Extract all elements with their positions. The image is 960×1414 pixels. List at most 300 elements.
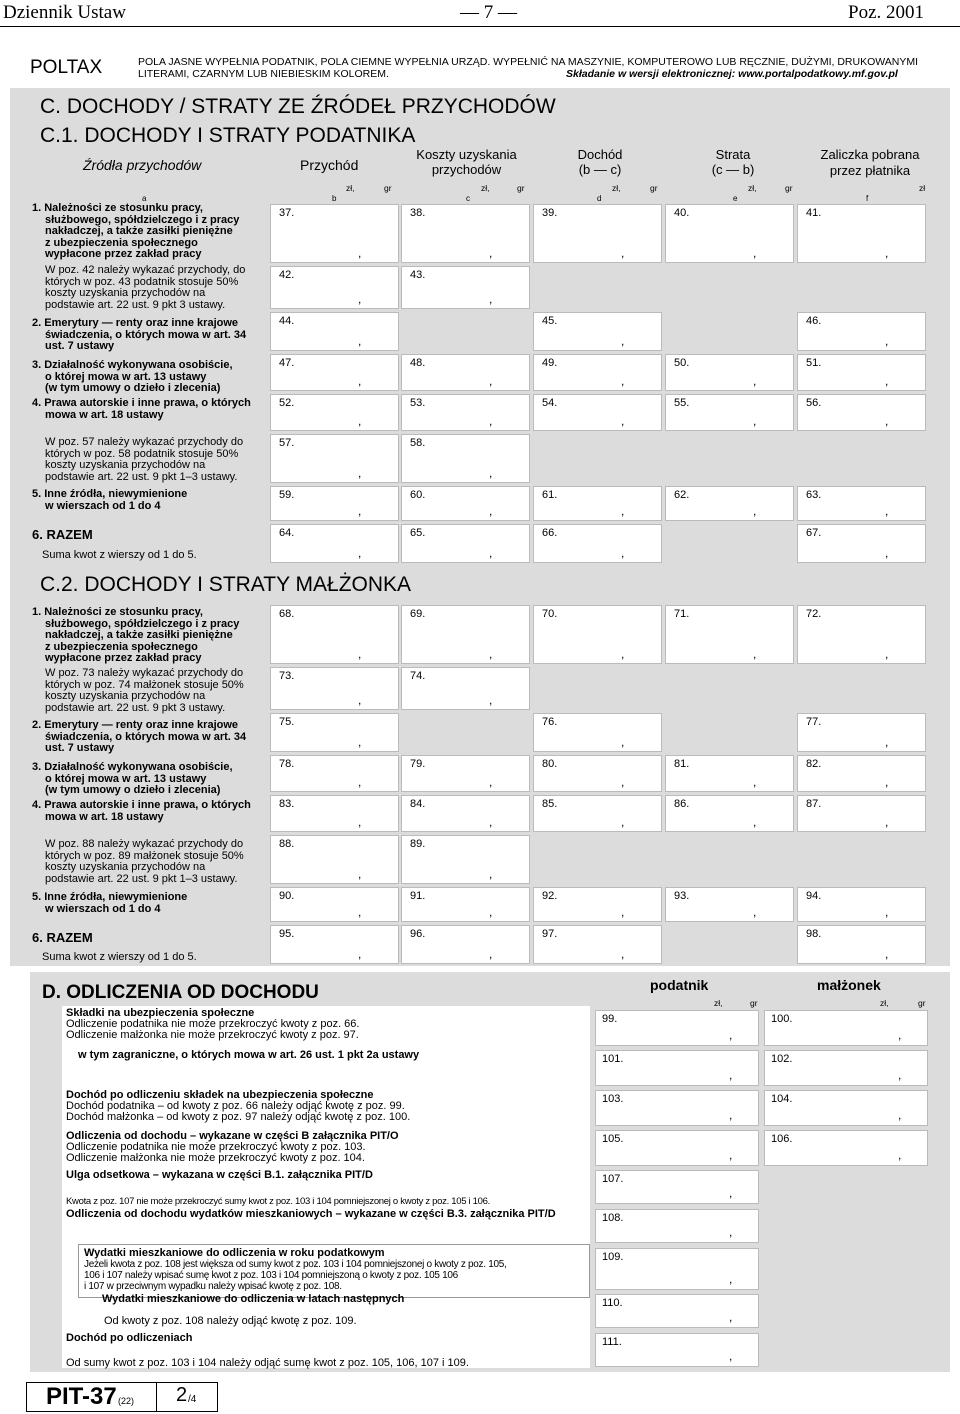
- form-field[interactable]: [533, 312, 662, 351]
- decimal-separator: ,: [489, 775, 493, 789]
- decimal-separator: ,: [358, 647, 362, 661]
- d-label: w tym zagraniczne, o których mowa w art. 26 ust. 1 pkt 2a ustawy: [78, 1049, 420, 1061]
- form-field[interactable]: [764, 1090, 928, 1126]
- form-field[interactable]: [401, 434, 530, 483]
- field-number: 90.: [279, 890, 295, 902]
- row-3-line: o której mowa w art. 13 ustawy: [45, 370, 207, 383]
- d-label: Ulga odsetkowa – wykazana w części B.1. załącznika PIT/D: [66, 1169, 373, 1181]
- d-line-9: [66, 1333, 193, 1344]
- unit-gr: gr: [918, 998, 926, 1008]
- col-c-header-2: przychodów: [431, 162, 502, 177]
- c2-row-5-label: [32, 892, 262, 915]
- field-number: 42.: [279, 269, 295, 281]
- decimal-separator: ,: [489, 693, 493, 707]
- row-5-line: w wierszach od 1 do 4: [45, 499, 161, 512]
- note-line: W poz. 57 należy wykazać przychody do: [45, 436, 244, 448]
- form-field[interactable]: [270, 354, 399, 391]
- form-field[interactable]: [665, 354, 794, 391]
- d-note: Jeżeli kwota z poz. 108 jest większa od sumy kwot z poz. 103 i 104 pomniejszonej o kwoty z poz. 105,: [84, 1259, 507, 1270]
- decimal-separator: ,: [753, 905, 757, 919]
- footer-page: 2: [176, 1384, 188, 1406]
- col-d-header-2: (b — c): [578, 162, 622, 177]
- note-line: podstawie art. 22 ust. 9 pkt 1–3 ustawy.: [45, 470, 238, 483]
- field-number: 77.: [806, 716, 822, 728]
- instructions-line2: LITERAMI, CZARNYM LUB NIEBIESKIM KOLOREM.: [138, 68, 389, 80]
- form-field[interactable]: [533, 795, 662, 832]
- decimal-separator: ,: [621, 374, 625, 388]
- field-number: 111.: [602, 1336, 622, 1348]
- unit-zl: zł,: [481, 183, 490, 193]
- d-label: Dochód po odliczeniach: [66, 1332, 193, 1344]
- decimal-separator: ,: [489, 867, 493, 881]
- field-number: 46.: [806, 315, 822, 327]
- form-field[interactable]: [270, 925, 399, 964]
- field-number: 79.: [410, 758, 426, 770]
- row-3-title: 3. Działalność wykonywana osobiście,: [32, 761, 233, 773]
- field-number: 106.: [771, 1133, 793, 1145]
- row-1-line: nakładczej, a także zasiłki pieniężne: [45, 629, 233, 641]
- row-3-line: (w tym umowy o dzieło i zlecenia): [45, 382, 221, 394]
- decimal-separator: ,: [489, 466, 493, 480]
- form-field[interactable]: [533, 755, 662, 792]
- form-field[interactable]: [401, 667, 530, 710]
- row-2-line: świadczenia, o których mowa w art. 34: [45, 328, 247, 341]
- d-line-7-note: [84, 1259, 506, 1292]
- decimal-separator: ,: [358, 246, 362, 260]
- c1-row-5-label: [32, 489, 262, 512]
- decimal-separator: ,: [898, 1148, 902, 1162]
- decimal-separator: ,: [358, 693, 362, 707]
- d-note: Dochód małżonka – od kwoty z poz. 97 należy odjąć kwotę z poz. 100.: [66, 1111, 411, 1123]
- note-line: W poz. 88 należy wykazać przychody do: [45, 838, 244, 850]
- field-number: 100.: [771, 1013, 793, 1025]
- decimal-separator: ,: [885, 414, 889, 428]
- form-field[interactable]: [595, 1010, 759, 1046]
- row-5-title: 5. Inne źródła, niewymienione: [32, 488, 188, 500]
- decimal-separator: ,: [621, 947, 625, 961]
- form-field[interactable]: [401, 394, 530, 431]
- form-field[interactable]: [595, 1050, 759, 1086]
- decimal-separator: ,: [753, 374, 757, 388]
- c1-row-4-label: [32, 398, 262, 421]
- field-number: 91.: [410, 890, 426, 902]
- row-2-title: 2. Emerytury — renty oraz inne krajowe: [32, 317, 239, 329]
- field-number: 55.: [674, 397, 690, 409]
- decimal-separator: ,: [898, 1028, 902, 1042]
- decimal-separator: ,: [358, 292, 362, 306]
- field-number: 56.: [806, 397, 822, 409]
- form-field[interactable]: [797, 605, 926, 664]
- field-number: 52.: [279, 397, 295, 409]
- field-number: 93.: [674, 890, 690, 902]
- form-field[interactable]: [401, 795, 530, 832]
- form-field[interactable]: [533, 925, 662, 964]
- unit-zl: zł,: [714, 998, 723, 1008]
- field-number: 95.: [279, 928, 295, 940]
- row-2-title: 2. Emerytury — renty oraz inne krajowe: [32, 719, 239, 731]
- c1-row-4-note: [45, 437, 265, 483]
- d-note: 106 i 107 należy wpisać sumę kwot z poz. 103 i 104 pomniejszoną o kwoty z poz. 105 106: [84, 1270, 458, 1281]
- decimal-separator: ,: [489, 374, 493, 388]
- d-line-4: [66, 1131, 399, 1164]
- form-field[interactable]: [595, 1209, 759, 1243]
- field-number: 65.: [410, 527, 426, 539]
- decimal-separator: ,: [358, 504, 362, 518]
- d-line-8: [102, 1294, 404, 1305]
- form-field[interactable]: [797, 354, 926, 391]
- row-3-line: o której mowa w art. 13 ustawy: [45, 772, 207, 785]
- field-number: 48.: [410, 357, 426, 369]
- field-number: 67.: [806, 527, 822, 539]
- form-field[interactable]: [401, 204, 530, 263]
- instructions-line1: POLA JASNE WYPEŁNIA PODATNIK, POLA CIEMNE WYPEŁNIA URZĄD. WYPEŁNIĆ NA MASZYNIE, KOMPUTEROWO LUB RĘCZNIE, DUŻYMI, DRUKOWANYMI: [138, 56, 919, 68]
- row-4-title: 4. Prawa autorskie i inne prawa, o których: [32, 799, 251, 811]
- field-number: 47.: [279, 357, 295, 369]
- field-number: 73.: [279, 670, 295, 682]
- d-note: Dochód podatnika – od kwoty z poz. 66 należy odjąć kwotę z poz. 99.: [66, 1100, 405, 1112]
- decimal-separator: ,: [621, 647, 625, 661]
- decimal-separator: ,: [489, 246, 493, 260]
- field-number: 76.: [542, 716, 558, 728]
- c2-row-2-label: [32, 720, 262, 755]
- form-field[interactable]: [270, 434, 399, 483]
- decimal-separator: ,: [358, 815, 362, 829]
- row-4-line: mowa w art. 18 ustawy: [45, 810, 164, 823]
- form-field[interactable]: [270, 266, 399, 309]
- decimal-separator: ,: [753, 815, 757, 829]
- form-field[interactable]: [401, 887, 530, 922]
- d-label: Odliczenia od dochodu wydatków mieszkaniowych – wykazane w części B.3. załącznika PIT/D: [66, 1208, 556, 1220]
- decimal-separator: ,: [621, 246, 625, 260]
- d-note: Odliczenie małżonka nie może przekroczyć kwoty z poz. 104.: [66, 1152, 365, 1164]
- c2-row-1-note: [45, 668, 265, 714]
- decimal-separator: ,: [729, 1148, 733, 1162]
- field-number: 110.: [602, 1297, 623, 1309]
- form-field[interactable]: [270, 795, 399, 832]
- decimal-separator: ,: [621, 334, 625, 348]
- field-number: 78.: [279, 758, 295, 770]
- form-field[interactable]: [401, 835, 530, 884]
- row-1-line: wypłacone przez zakład pracy: [45, 652, 202, 664]
- col-letter-c: c: [466, 194, 470, 203]
- form-field[interactable]: [270, 204, 399, 263]
- decimal-separator: ,: [753, 647, 757, 661]
- decimal-separator: ,: [753, 246, 757, 260]
- form-field[interactable]: [595, 1170, 759, 1204]
- form-field[interactable]: [401, 266, 530, 309]
- form-field[interactable]: [595, 1333, 759, 1367]
- decimal-separator: ,: [621, 735, 625, 749]
- col-c-header-1: Koszty uzyskania: [416, 147, 517, 162]
- form-field[interactable]: [665, 394, 794, 431]
- col-f-header-2: przez płatnika: [829, 163, 911, 178]
- form-field[interactable]: [797, 524, 926, 563]
- note-line: podstawie art. 22 ust. 9 pkt 3 ustawy.: [45, 701, 226, 714]
- form-field[interactable]: [533, 605, 662, 664]
- form-field[interactable]: [533, 394, 662, 431]
- form-field[interactable]: [533, 713, 662, 752]
- unit-gr: gr: [384, 183, 392, 193]
- header-rule: [0, 26, 960, 27]
- field-number: 37.: [279, 207, 295, 219]
- unit-gr: gr: [517, 183, 525, 193]
- d-note: Odliczenie małżonka nie może przekroczyć kwoty z poz. 97.: [66, 1029, 359, 1041]
- electronic-filing-note: Składanie w wersji elektronicznej: www.portalpodatkowy.mf.gov.pl: [566, 68, 898, 80]
- form-field[interactable]: [797, 312, 926, 351]
- field-number: 75.: [279, 716, 295, 728]
- col-letter-b: b: [332, 194, 337, 203]
- form-field[interactable]: [764, 1010, 928, 1046]
- form-field[interactable]: [401, 524, 530, 563]
- decimal-separator: ,: [729, 1310, 733, 1324]
- col-podatnik-header: podatnik: [650, 977, 709, 993]
- form-field[interactable]: [764, 1130, 928, 1166]
- section-d-title: D. ODLICZENIA OD DOCHODU: [42, 982, 319, 1003]
- form-field[interactable]: [533, 354, 662, 391]
- d-note: Odliczenie podatnika nie może przekroczyć kwoty z poz. 66.: [66, 1018, 360, 1030]
- c1-row-1-note: [45, 265, 265, 311]
- form-field[interactable]: [595, 1248, 759, 1290]
- field-number: 43.: [410, 269, 426, 281]
- note-line: podstawie art. 22 ust. 9 pkt 3 ustawy.: [45, 298, 226, 311]
- field-number: 69.: [410, 608, 426, 620]
- col-a-header: Źródła przychodów: [83, 157, 202, 173]
- form-field[interactable]: [595, 1294, 759, 1328]
- unit-gr: gr: [750, 998, 758, 1008]
- note-line: koszty uzyskania przychodów na: [45, 690, 206, 702]
- form-field[interactable]: [401, 354, 530, 391]
- field-number: 103.: [602, 1093, 624, 1105]
- field-number: 98.: [806, 928, 822, 940]
- decimal-separator: ,: [358, 905, 362, 919]
- unit-zl: zł,: [612, 183, 621, 193]
- c1-row-6-label: 6. RAZEM: [32, 527, 93, 542]
- d-line-5: [66, 1170, 373, 1181]
- col-letter-e: e: [733, 194, 738, 203]
- form-field[interactable]: [533, 887, 662, 922]
- field-number: 51.: [806, 357, 822, 369]
- d-line-3: [66, 1090, 410, 1123]
- decimal-separator: ,: [621, 546, 625, 560]
- field-number: 40.: [674, 207, 690, 219]
- field-number: 84.: [410, 798, 426, 810]
- row-1-line: służbowego, spółdzielczego i z pracy: [45, 617, 240, 630]
- decimal-separator: ,: [489, 546, 493, 560]
- field-number: 92.: [542, 890, 558, 902]
- decimal-separator: ,: [621, 414, 625, 428]
- field-number: 50.: [674, 357, 690, 369]
- note-line: których w poz. 58 podatnik stosuje 50%: [45, 447, 239, 460]
- field-number: 58.: [410, 437, 426, 449]
- row-2-line: świadczenia, o których mowa w art. 34: [45, 730, 247, 743]
- field-number: 99.: [602, 1013, 618, 1025]
- d-note: Odliczenie podatnika nie może przekroczyć kwoty z poz. 103.: [66, 1141, 366, 1153]
- form-field[interactable]: [270, 887, 399, 922]
- field-number: 74.: [410, 670, 426, 682]
- d-label: Wydatki mieszkaniowe do odliczenia w roku podatkowym: [84, 1247, 385, 1259]
- form-field[interactable]: [270, 312, 399, 351]
- unit-zl: zł,: [880, 998, 889, 1008]
- row-1-title: 1. Należności ze stosunku pracy,: [32, 606, 203, 618]
- decimal-separator: ,: [358, 374, 362, 388]
- field-number: 88.: [279, 838, 295, 850]
- unit-gr: gr: [650, 183, 658, 193]
- row-1-line: służbowego, spółdzielczego i z pracy: [45, 213, 240, 226]
- form-id-divider: [156, 1382, 157, 1412]
- form-field[interactable]: [270, 394, 399, 431]
- form-field[interactable]: [797, 394, 926, 431]
- journal-name: Dziennik Ustaw: [3, 2, 126, 23]
- decimal-separator: ,: [358, 414, 362, 428]
- row-5-title: 5. Inne źródła, niewymienione: [32, 891, 188, 903]
- form-field[interactable]: [270, 524, 399, 563]
- field-number: 83.: [279, 798, 295, 810]
- page-number: — 7 —: [460, 2, 517, 23]
- decimal-separator: ,: [885, 246, 889, 260]
- field-number: 89.: [410, 838, 426, 850]
- field-number: 72.: [806, 608, 822, 620]
- decimal-separator: ,: [885, 334, 889, 348]
- decimal-separator: ,: [729, 1272, 733, 1286]
- form-field[interactable]: [595, 1090, 759, 1126]
- form-field[interactable]: [797, 713, 926, 752]
- decimal-separator: ,: [358, 867, 362, 881]
- field-number: 38.: [410, 207, 426, 219]
- c2-row-1-label: [32, 607, 262, 665]
- form-field[interactable]: [270, 835, 399, 884]
- decimal-separator: ,: [885, 374, 889, 388]
- form-field[interactable]: [270, 713, 399, 752]
- c1-row-6-note: Suma kwot z wierszy od 1 do 5.: [42, 549, 197, 561]
- form-field[interactable]: [665, 204, 794, 263]
- form-field[interactable]: [665, 795, 794, 832]
- row-1-line: nakładczej, a także zasiłki pieniężne: [45, 225, 233, 237]
- d-line-1: [66, 1008, 359, 1041]
- decimal-separator: ,: [489, 947, 493, 961]
- decimal-separator: ,: [898, 1108, 902, 1122]
- section-c-title: C. DOCHODY / STRATY ZE ŹRÓDEŁ PRZYCHODÓW: [40, 95, 556, 118]
- field-number: 86.: [674, 798, 690, 810]
- decimal-separator: ,: [885, 775, 889, 789]
- decimal-separator: ,: [621, 775, 625, 789]
- form-field[interactable]: [797, 887, 926, 922]
- col-d-header-1: Dochód: [577, 147, 623, 162]
- c2-row-4-note: [45, 839, 265, 885]
- decimal-separator: ,: [621, 815, 625, 829]
- form-field[interactable]: [797, 795, 926, 832]
- field-number: 101.: [602, 1053, 624, 1065]
- col-letter-d: d: [597, 194, 602, 203]
- d-label: Dochód po odliczeniu składek na ubezpieczenia społeczne: [66, 1089, 374, 1101]
- note-line: których w poz. 74 małżonek stosuje 50%: [45, 678, 244, 691]
- c2-row-6-note: Suma kwot z wierszy od 1 do 5.: [42, 951, 197, 963]
- note-line: których w poz. 43 podatnik stosuje 50%: [45, 275, 239, 288]
- form-field[interactable]: [797, 755, 926, 792]
- field-number: 105.: [602, 1133, 624, 1145]
- c2-row-6-label: 6. RAZEM: [32, 930, 93, 945]
- form-field[interactable]: [533, 486, 662, 521]
- form-field[interactable]: [401, 486, 530, 521]
- field-number: 81.: [674, 758, 690, 770]
- form-field[interactable]: [764, 1050, 928, 1086]
- d-line-5-note: Kwota z poz. 107 nie może przekroczyć sumy kwot z poz. 103 i 104 pomniejszonej o kwoty z poz. 105 i 106.: [66, 1196, 490, 1207]
- row-3-line: (w tym umowy o dzieło i zlecenia): [45, 784, 221, 796]
- decimal-separator: ,: [885, 546, 889, 560]
- form-field[interactable]: [270, 667, 399, 710]
- decimal-separator: ,: [621, 504, 625, 518]
- unit-zl: zł: [919, 183, 926, 193]
- form-field[interactable]: [665, 486, 794, 521]
- unit-gr: gr: [785, 183, 793, 193]
- col-b-header: Przychód: [300, 157, 359, 173]
- d-line-7: [84, 1248, 385, 1259]
- field-number: 97.: [542, 928, 558, 940]
- form-field[interactable]: [797, 204, 926, 263]
- form-field[interactable]: [595, 1130, 759, 1166]
- form-field[interactable]: [270, 755, 399, 792]
- decimal-separator: ,: [729, 1349, 733, 1363]
- d-line-9-note: Od sumy kwot z poz. 103 i 104 należy odjąć sumę kwot z poz. 105, 106, 107 i 109.: [66, 1357, 469, 1369]
- form-field[interactable]: [665, 887, 794, 922]
- form-field[interactable]: [401, 755, 530, 792]
- field-number: 39.: [542, 207, 558, 219]
- field-number: 107.: [602, 1173, 624, 1185]
- note-line: podstawie art. 22 ust. 9 pkt 1–3 ustawy.: [45, 872, 238, 885]
- field-number: 104.: [771, 1093, 793, 1105]
- decimal-separator: ,: [729, 1225, 733, 1239]
- decimal-separator: ,: [885, 815, 889, 829]
- field-number: 66.: [542, 527, 558, 539]
- decimal-separator: ,: [489, 905, 493, 919]
- decimal-separator: ,: [729, 1186, 733, 1200]
- decimal-separator: ,: [358, 334, 362, 348]
- form-field[interactable]: [270, 486, 399, 521]
- form-field[interactable]: [401, 605, 530, 664]
- form-field[interactable]: [665, 605, 794, 664]
- row-1-title: 1. Należności ze stosunku pracy,: [32, 202, 203, 214]
- form-field[interactable]: [665, 755, 794, 792]
- form-field[interactable]: [401, 925, 530, 964]
- decimal-separator: ,: [885, 905, 889, 919]
- position-number: Poz. 2001: [848, 2, 924, 23]
- field-number: 59.: [279, 489, 295, 501]
- d-line-6: [66, 1209, 556, 1220]
- field-number: 85.: [542, 798, 558, 810]
- note-line: W poz. 42 należy wykazać przychody, do: [45, 264, 246, 276]
- note-line: koszty uzyskania przychodów na: [45, 287, 206, 299]
- decimal-separator: ,: [753, 504, 757, 518]
- form-field[interactable]: [797, 486, 926, 521]
- decimal-separator: ,: [729, 1028, 733, 1042]
- form-field[interactable]: [533, 204, 662, 263]
- col-letter-a: a: [142, 194, 147, 203]
- note-line: koszty uzyskania przychodów na: [45, 861, 206, 873]
- form-field[interactable]: [270, 605, 399, 664]
- field-number: 41.: [806, 207, 822, 219]
- form-field[interactable]: [797, 925, 926, 964]
- col-malzonek-header: małżonek: [817, 977, 881, 993]
- form-field[interactable]: [533, 524, 662, 563]
- col-f-header-1: Zaliczka pobrana: [820, 147, 920, 162]
- field-number: 68.: [279, 608, 295, 620]
- field-number: 82.: [806, 758, 822, 770]
- poltax-logo: POLTAX: [30, 57, 103, 78]
- field-number: 102.: [771, 1053, 793, 1065]
- d-line-8-note: Od kwoty z poz. 108 należy odjąć kwotę z poz. 109.: [104, 1315, 357, 1327]
- field-number: 96.: [410, 928, 426, 940]
- decimal-separator: ,: [358, 546, 362, 560]
- decimal-separator: ,: [358, 735, 362, 749]
